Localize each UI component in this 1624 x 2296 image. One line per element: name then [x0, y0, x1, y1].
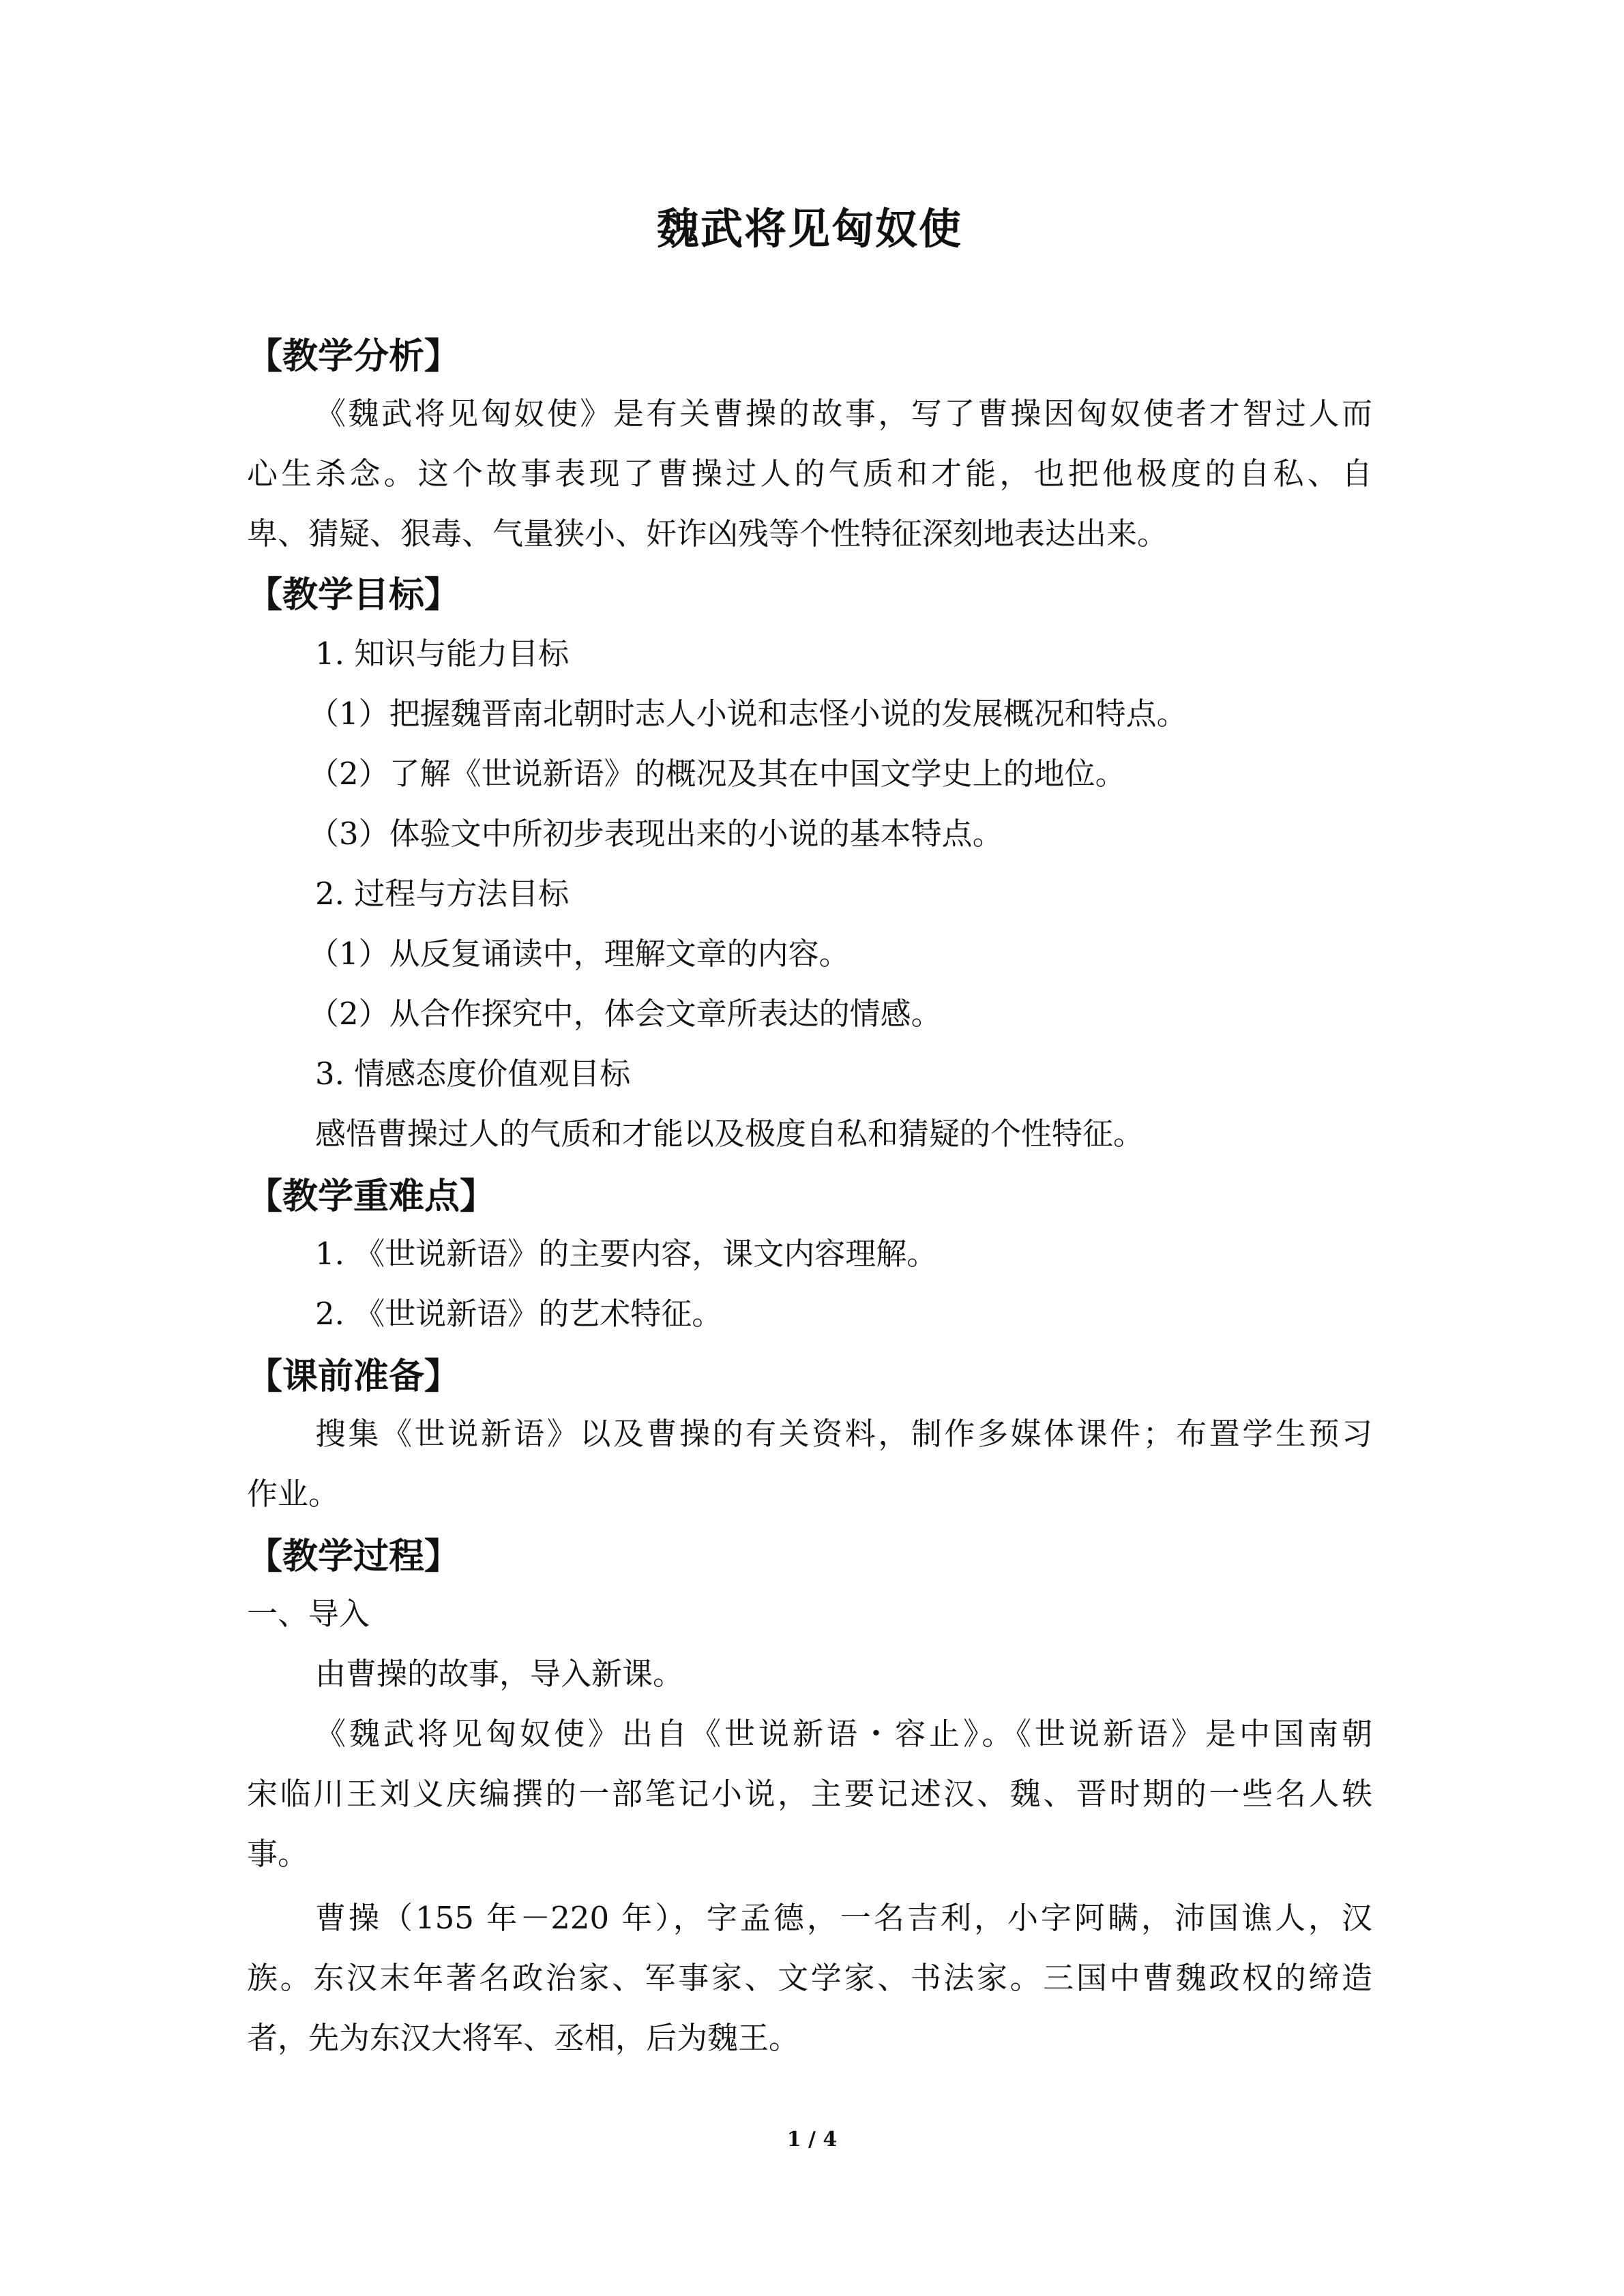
goal-1-item-2: （2）了解《世说新语》的概况及其在中国文学史上的地位。 [308, 756, 1126, 792]
keypoint-2: 2. 《世说新语》的艺术特征。 [315, 1296, 723, 1332]
prep-line-1: 搜集《世说新语》以及曹操的有关资料，制作多媒体课件；布置学生预习 [315, 1416, 1372, 1452]
goal-1-item-3: （3）体验文中所初步表现出来的小说的基本特点。 [308, 816, 1003, 852]
process-step-1: 一、导入 [247, 1596, 370, 1632]
goal-1-title: 1. 知识与能力目标 [315, 636, 570, 672]
goal-2-item-1: （1）从反复诵读中，理解文章的内容。 [308, 936, 850, 972]
goal-3-text: 感悟曹操过人的气质和才能以及极度自私和猜疑的个性特征。 [315, 1116, 1145, 1152]
page-number: 1 / 4 [786, 2128, 838, 2151]
process-para2-line-2: 族。东汉末年著名政治家、军事家、文学家、书法家。三国中曹魏政权的缔造 [247, 1960, 1372, 1996]
section-heading-goals: 【教学目标】 [247, 575, 460, 616]
section-heading-prep: 【课前准备】 [247, 1356, 460, 1397]
process-para1-line-1: 《魏武将见匈奴使》出自《世说新语・容止》。《世说新语》是中国南朝 [315, 1716, 1372, 1752]
analysis-line-2: 心生杀念。这个故事表现了曹操过人的气质和才能，也把他极度的自私、自 [247, 456, 1372, 492]
keypoint-1: 1. 《世说新语》的主要内容，课文内容理解。 [315, 1236, 938, 1272]
process-intro: 由曹操的故事，导入新课。 [315, 1656, 684, 1692]
goal-2-item-2: （2）从合作探究中，体会文章所表达的情感。 [308, 996, 942, 1032]
section-heading-analysis: 【教学分析】 [247, 336, 460, 377]
process-para1-line-3: 事。 [247, 1836, 309, 1872]
analysis-line-1: 《魏武将见匈奴使》是有关曹操的故事，写了曹操因匈奴使者才智过人而 [315, 396, 1372, 432]
prep-line-2: 作业。 [247, 1476, 340, 1512]
process-para2-line-3: 者，先为东汉大将军、丞相，后为魏王。 [247, 2020, 800, 2056]
analysis-line-3: 卑、猜疑、狠毒、气量狭小、奸诈凶残等个性特征深刻地表达出来。 [247, 516, 1168, 552]
goal-2-title: 2. 过程与方法目标 [315, 876, 570, 912]
goal-3-title: 3. 情感态度价值观目标 [315, 1056, 631, 1092]
process-para1-line-2: 宋临川王刘义庆编撰的一部笔记小说，主要记述汉、魏、晋时期的一些名人轶 [247, 1776, 1372, 1812]
section-heading-keypoints: 【教学重难点】 [247, 1176, 496, 1217]
section-heading-process: 【教学过程】 [247, 1536, 460, 1577]
process-para2-line-1: 曹操（155 年－220 年），字孟德，一名吉利，小字阿瞒，沛国谯人，汉 [315, 1900, 1372, 1936]
goal-1-item-1: （1）把握魏晋南北朝时志人小说和志怪小说的发展概况和特点。 [308, 696, 1187, 732]
document-title: 魏武将见匈奴使 [656, 204, 962, 254]
